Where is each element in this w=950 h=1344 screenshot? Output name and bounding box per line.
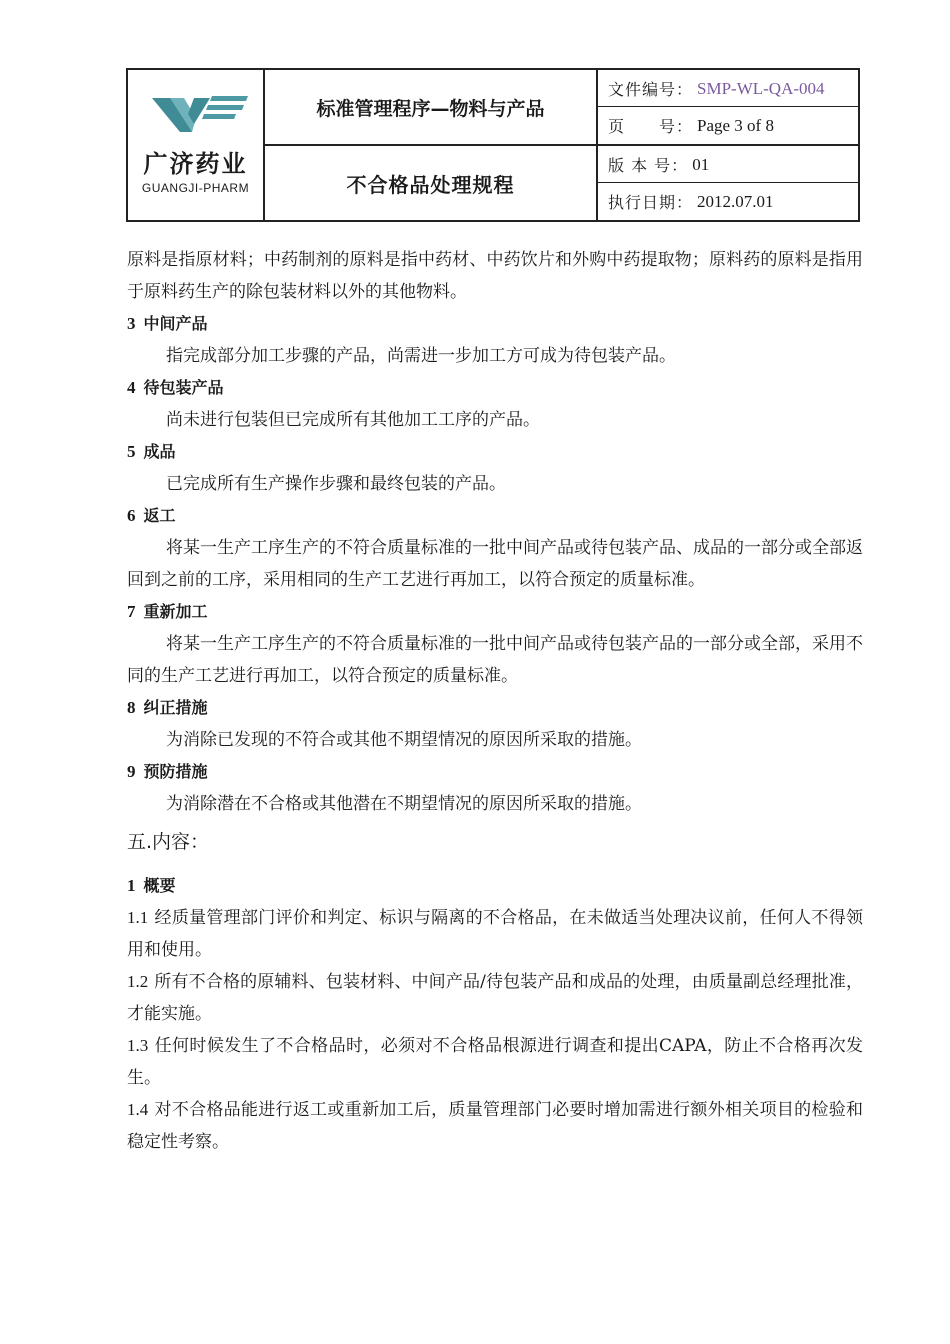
document-header-table	[126, 68, 860, 222]
version-value: 01	[692, 154, 710, 174]
definition-text: 为消除潜在不合格或其他潜在不期望情况的原因所采取的措施。	[166, 794, 642, 814]
document-title: 不合格品处理规程	[346, 172, 515, 197]
content-item	[127, 902, 863, 966]
company-logo	[128, 70, 263, 220]
doc-number-label: 文件编号：	[608, 80, 694, 99]
item-number: 1.3	[127, 1036, 149, 1055]
definition-heading	[127, 436, 863, 468]
definition-number: 4	[127, 378, 136, 397]
definition-heading	[127, 372, 863, 404]
definition-heading	[127, 692, 863, 724]
definition-term: 返工	[143, 506, 176, 525]
guangji-logo-icon	[150, 92, 248, 136]
section-title: 五.内容：	[127, 831, 210, 853]
doc-number-row	[598, 70, 858, 107]
definition-number: 8	[127, 698, 136, 717]
definition-number: 5	[127, 442, 136, 461]
definition-text: 将某一生产工序生产的不符合质量标准的一批中间产品或待包装产品的一部分或全部，采用不同的生产工艺进行再加工，以符合预定的质量标准。	[127, 634, 863, 686]
definition-term: 纠正措施	[143, 698, 208, 717]
company-name-en: GUANGJI-PHARM	[141, 181, 250, 195]
definition-text: 指完成部分加工步骤的产品，尚需进一步加工方可成为待包装产品。	[166, 346, 676, 366]
item-text: 对不合格品能进行返工或重新加工后，质量管理部门必要时增加需进行额外相关项目的检验和稳定性考察。	[127, 1100, 863, 1152]
content-item	[127, 1094, 863, 1158]
procedure-title: 标准管理程序—物料与产品	[316, 97, 545, 120]
definition-number: 3	[127, 314, 136, 333]
definition-text: 尚未进行包装但已完成所有其他加工工序的产品。	[166, 410, 540, 430]
page-number-row	[598, 107, 858, 144]
definition-heading	[127, 500, 863, 532]
definition-heading	[127, 756, 863, 788]
subsection-number: 1	[127, 876, 136, 895]
definition-term: 中间产品	[143, 314, 208, 333]
definition-term: 重新加工	[143, 602, 208, 621]
effective-date-value: 2012.07.01	[697, 191, 774, 211]
definition-term: 成品	[143, 442, 176, 461]
page-number-label: 页 号：	[608, 117, 694, 136]
item-text: 经质量管理部门评价和判定、标识与隔离的不合格品，在未做适当处理决议前，任何人不得领用和使用。	[127, 908, 863, 960]
item-number: 1.2	[127, 972, 149, 991]
page-number-value: Page 3 of 8	[697, 115, 774, 135]
version-label: 版 本 号：	[608, 156, 689, 175]
definition-number: 9	[127, 762, 136, 781]
item-number: 1.4	[127, 1100, 149, 1119]
definition-text: 已完成所有生产操作步骤和最终包装的产品。	[166, 474, 506, 494]
document-body	[127, 244, 863, 1158]
definition-text: 将某一生产工序生产的不符合质量标准的一批中间产品或待包装产品、成品的一部分或全部返回到之前的工序，采用相同的生产工艺进行再加工，以符合预定的质量标准。	[127, 538, 863, 590]
company-name-cn: 广济药业	[143, 150, 248, 178]
definition-text: 为消除已发现的不符合或其他不期望情况的原因所采取的措施。	[166, 730, 642, 750]
definition-term: 预防措施	[143, 762, 208, 781]
definition-number: 6	[127, 506, 136, 525]
content-item	[127, 1030, 863, 1094]
item-text: 所有不合格的原辅料、包装材料、中间产品/待包装产品和成品的处理，由质量副总经理批准，才能实施。	[127, 972, 863, 1024]
item-text: 任何时候发生了不合格品时，必须对不合格品根源进行调查和提出CAPA，防止不合格再次发生。	[127, 1036, 863, 1088]
definition-heading	[127, 596, 863, 628]
doc-number-value: SMP-WL-QA-004	[697, 78, 825, 98]
definition-heading	[127, 308, 863, 340]
definition-term: 待包装产品	[143, 378, 224, 397]
effective-date-label: 执行日期：	[608, 193, 694, 212]
content-item	[127, 966, 863, 1030]
definition-number: 7	[127, 602, 136, 621]
item-number: 1.1	[127, 908, 149, 927]
intro-paragraph: 原料是指原材料；中药制剂的原料是指中药材、中药饮片和外购中药提取物；原料药的原料是指用于原料药生产的除包装材料以外的其他物料。	[127, 250, 863, 302]
subsection-title: 概要	[143, 876, 176, 895]
effective-date-row	[598, 183, 858, 220]
version-row	[598, 146, 858, 183]
subsection-heading	[127, 870, 863, 902]
